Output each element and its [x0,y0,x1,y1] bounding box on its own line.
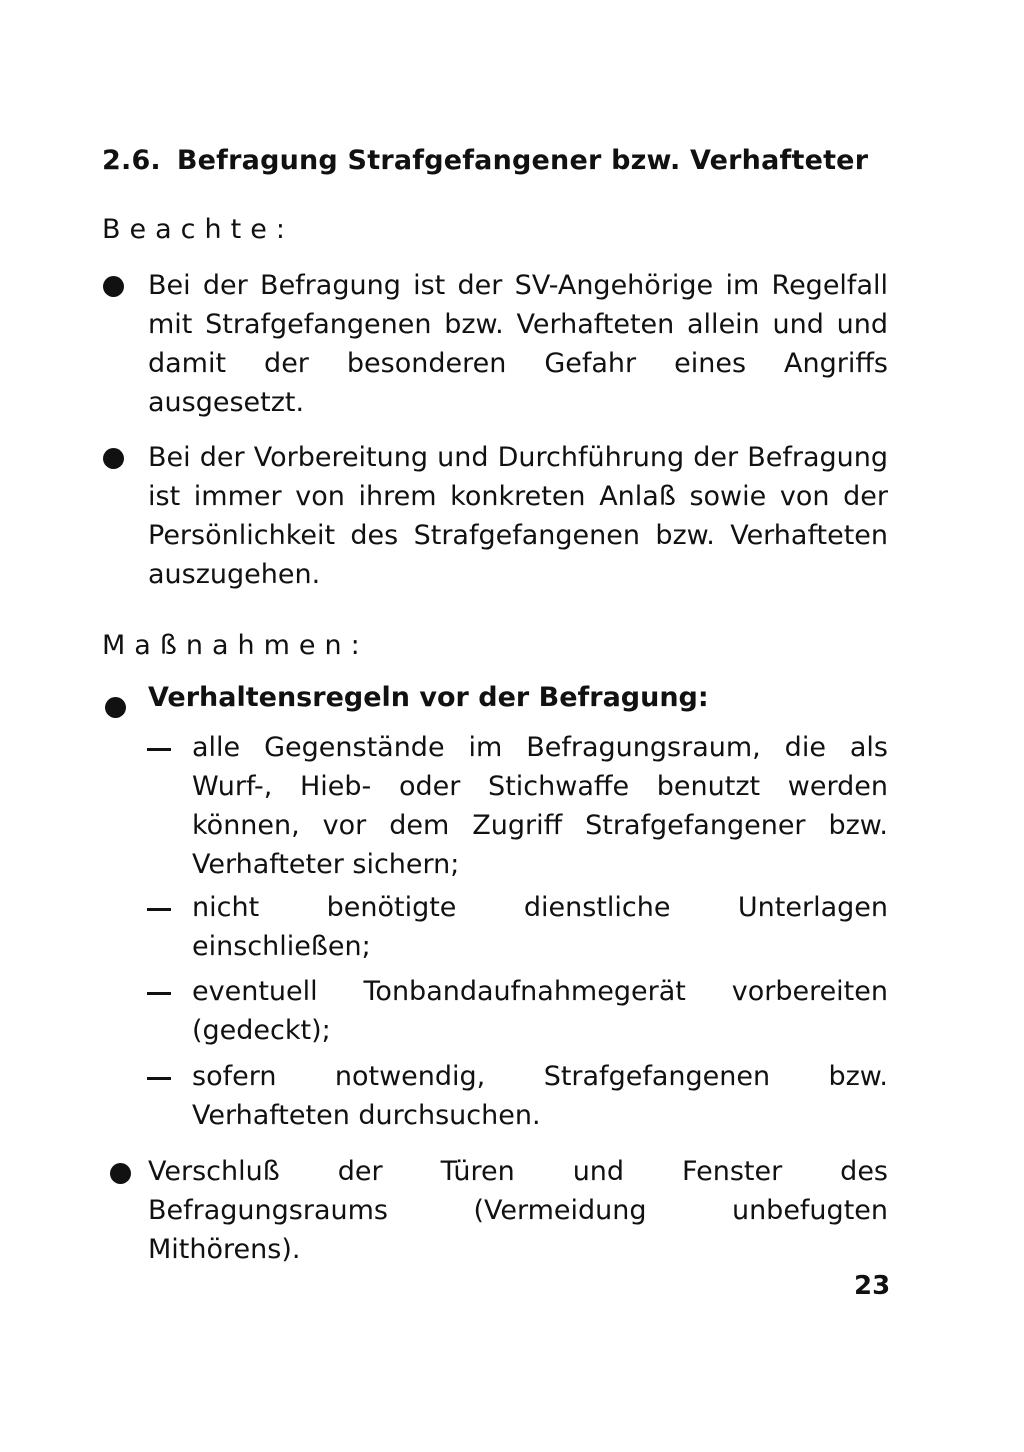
beachte-label: Beachte: [102,214,294,245]
list-item: eventuell Tonbandaufnahmegerät vorbereiten (gedeckt); [192,976,888,1046]
bullet-icon [103,276,124,297]
bullet-icon [105,697,126,718]
verhaltensregeln-title: Verhaltensregeln vor der Befragung: [148,682,709,713]
dash-icon [147,1077,171,1080]
bullet-icon [103,448,124,469]
dash-icon [147,908,171,911]
list-item: alle Gegenstände im Befragungsraum, die als Wurf-, Hieb- oder Stichwaffe benutzt werden können, vor dem Zugriff Strafgefangener bzw. Verhafteter sichern; [192,732,888,880]
section-title: Befragung Strafgefangener bzw. Verhafteter [176,145,869,176]
massnahmen-label: Maßnahmen: [102,630,369,661]
bullet-icon [110,1163,131,1184]
section-number: 2.6. [102,145,161,176]
dash-icon [147,748,171,751]
beachte-paragraph-2: Bei der Vorbereitung und Durchführung der Befragung ist immer von ihrem konkreten Anlaß sowie von der Persönlichkeit des Strafgefangenen bzw. Verhafteten auszugehen. [148,442,888,590]
page-number: 23 [854,1271,891,1301]
list-item: nicht benötigte dienstliche Unterlagen einschließen; [192,892,888,962]
dash-icon [147,992,171,995]
beachte-paragraph-1: Bei der Befragung ist der SV-Angehörige im Regelfall mit Strafgefangenen bzw. Verhafteten allein und und damit der besonderen Gefahr eines Angriffs ausgesetzt. [148,270,888,418]
section-heading [102,145,868,176]
closing-paragraph: Verschluß der Türen und Fenster des Befragungsraums (Vermeidung unbefugten Mithörens). [148,1156,888,1265]
list-item: sofern notwendig, Strafgefangenen bzw. Verhafteten durchsuchen. [192,1061,888,1131]
